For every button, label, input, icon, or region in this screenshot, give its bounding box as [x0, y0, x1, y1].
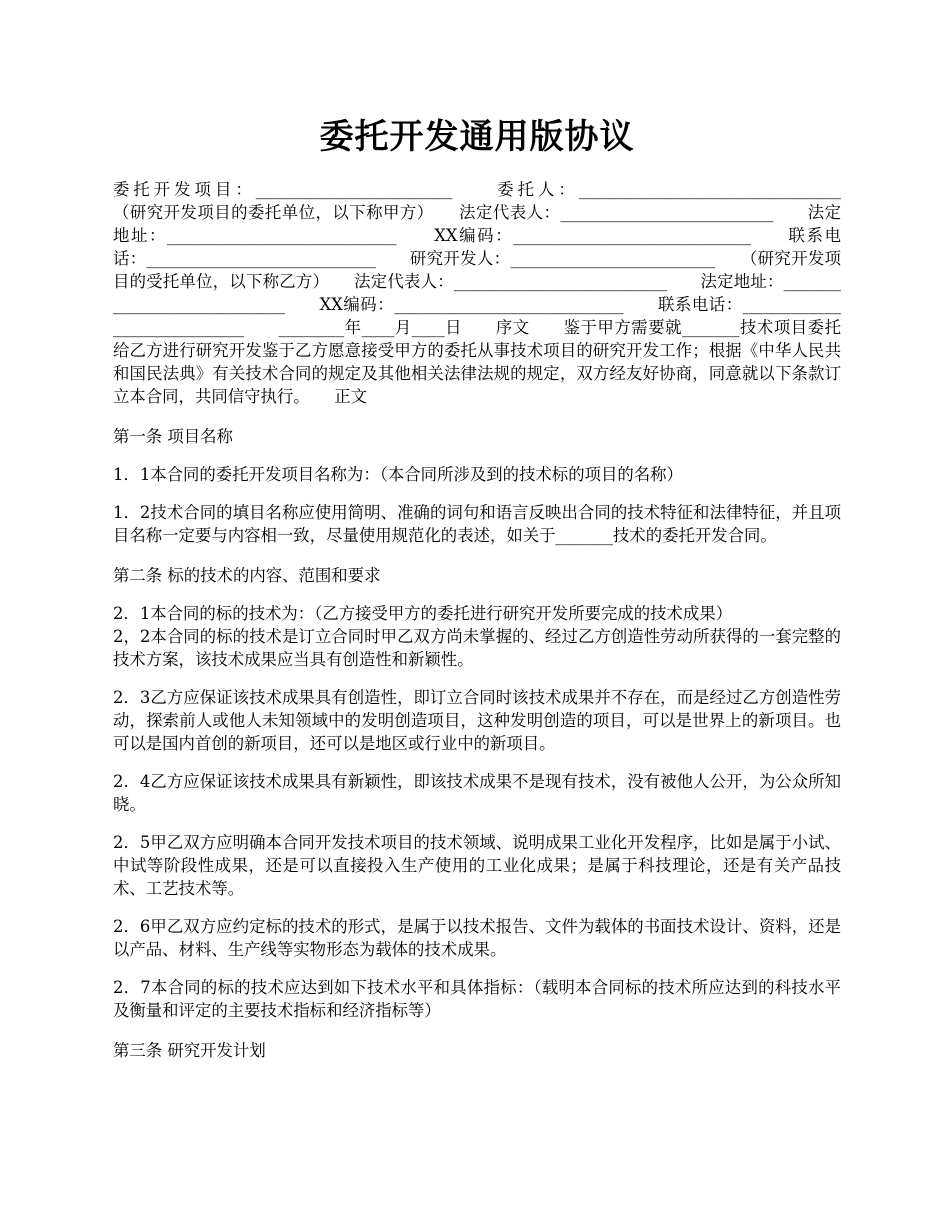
clause-2-2: 2，2本合同的标的技术是订立合同时甲乙双方尚未掌握的、经过乙方创造性劳动所获得的一套完整的技术方案，该技术成果应当具有创造性和新颖性。 — [113, 627, 841, 669]
document-title: 委托开发通用版协议 — [319, 117, 635, 157]
clause-2-6: 2．6甲乙双方应约定标的技术的形式，是属于以技术报告、文件为载体的书面技术设计、资料，还是以产品、材料、生产线等实物形态为载体的技术成果。 — [113, 917, 841, 959]
document-page — [113, 112, 874, 1062]
clause-2-7: 2．7本合同的标的技术应达到如下技术水平和具体指标：（载明本合同标的技术所应达到的科技水平及衡量和评定的主要技术指标和经济指标等） — [113, 978, 841, 1020]
clause-1-1: 1．1本合同的委托开发项目名称为：（本合同所涉及到的技术标的项目的名称） — [113, 465, 683, 484]
article-1-heading: 第一条 项目名称 — [113, 427, 233, 446]
clause-2-1: 2．1本合同的标的技术为：（乙方接受甲方的委托进行研究开发所要完成的技术成果） — [113, 604, 733, 623]
article-3-heading: 第三条 研究开发计划 — [113, 1041, 266, 1060]
clause-2-4: 2．4乙方应保证该技术成果具有新颖性，即该技术成果不是现有技术，没有被他人公开，为公众所知晓。 — [113, 772, 841, 814]
article-2-heading: 第二条 标的技术的内容、范围和要求 — [113, 566, 381, 585]
clause-1-2: 1．2技术合同的填目名称应使用简明、准确的词句和语言反映出合同的技术特征和法律特征，并且项目名称一定要与内容相一致，尽量使用规范化的表述，如关于_______技术的委托开发合同。 — [113, 503, 841, 545]
clause-2-5: 2．5甲乙双方应明确本合同开发技术项目的技术领域、说明成果工业化开发程序，比如是属于小试、中试等阶段性成果，还是可以直接投入生产使用的工业化成果；是属于科技理论，还是有关产品技术、工艺技术等。 — [113, 833, 841, 898]
clause-2-3: 2．3乙方应保证该技术成果具有创造性，即订立合同时该技术成果并不存在，而是经过乙方创造性劳动，探索前人或他人未知领域中的发明创造项目，这种发明创造的项目，可以是世界上的新项目。也可以是国内首创的新项目，还可以是地区或行业中的新项目。 — [113, 688, 841, 753]
intro-paragraph: 委托开发项目：________________________ 委托人：________________________________ （研究开发项目的委托单位，以下称甲方） 法定代表人：__________________________ 法定地址：____________________________ XX编码：_____________________________ 联系电话：____________________________ 研究开发人：_________________________ （研究开发项目的受托单位，以下称乙方） 法定代表人：__________________________ 法定地址：____________________________ XX编码：____________________________ 联系电话：____________________________ ________年____月____日 序文 鉴于甲方需要就_______技术项目委托给乙方进行研究开发鉴于乙方愿意接受甲方的委托从事技术项目的研究开发工作；根据《中华人民共和国民法典》有关技术合同的规定及其他相关法律法规的规定，双方经友好协商，同意就以下条款订立本合同，共同信守执行。 正文 — [113, 180, 874, 406]
